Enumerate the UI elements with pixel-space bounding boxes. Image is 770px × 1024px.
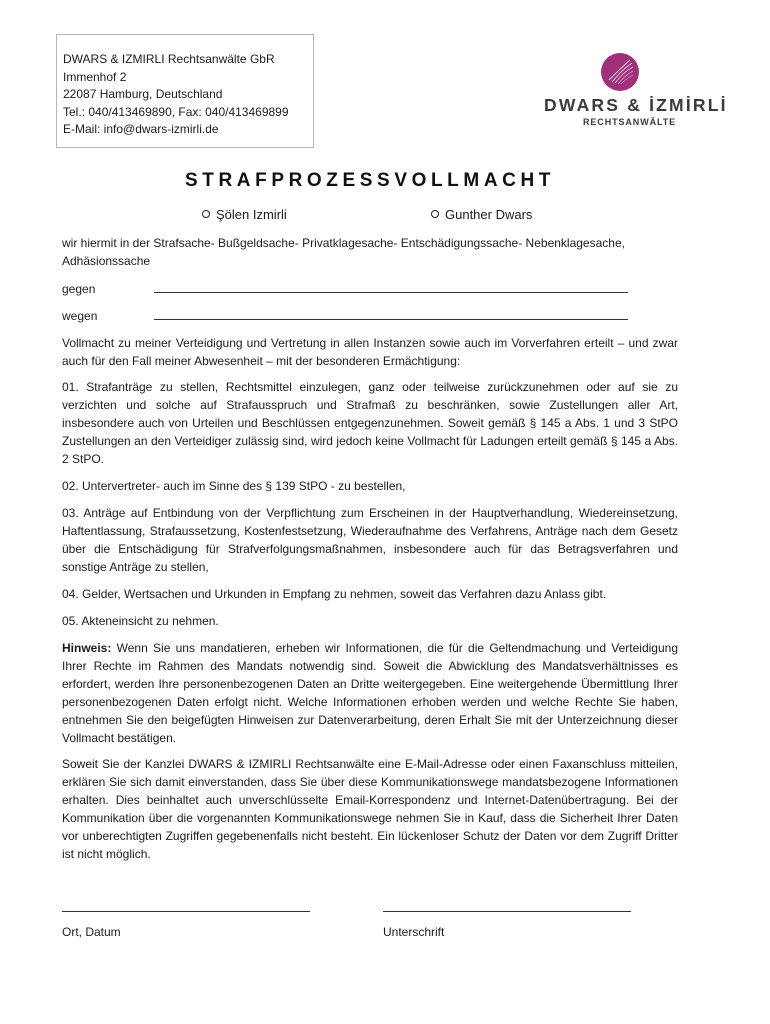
mandate-text: Vollmacht zu meiner Verteidigung und Vertretung in allen Instanzen sowie auch im Vorverfahren erteilt – und zwar auch für den Fall meiner Abwesenheit – mit der besonderen Ermächtigung: — [62, 336, 678, 368]
address-line-email: E-Mail: info@dwars-izmirli.de — [63, 122, 219, 136]
address-line-street: Immenhof 2 — [63, 69, 127, 84]
item-03 — [62, 504, 678, 576]
item-04-text: 04. Gelder, Wertsachen und Urkunden in Empfang zu nehmen, soweit das Verfahren dazu Anlass gibt. — [62, 587, 607, 601]
logo-wordmark: DWARS & İZMİRLİ — [544, 95, 728, 115]
option-dwars[interactable] — [431, 207, 532, 222]
sender-address-box — [56, 34, 314, 148]
option-izmirli[interactable] — [202, 207, 287, 222]
place-date-line[interactable] — [62, 911, 310, 912]
document-title: STRAFPROZESSVOLLMACHT — [185, 170, 555, 191]
item-01 — [62, 378, 678, 468]
address-line-city: 22087 Hamburg, Deutschland — [63, 87, 223, 101]
item-03-text: 03. Anträge auf Entbindung von der Verpflichtung zum Erscheinen in der Hauptverhandlung, Wiedereinsetzung, Haftentlassung, Strafaussetzung, Kostenfestsetzung, Wiederaufnahme des Verfahrens, Anträge nach dem Gesetz über die Entschädigung für Strafverfolgungsmaßnahmen, insbesondere auch für das Betragsverfahren und sonstige Anträge zu stellen, — [62, 506, 678, 574]
signature-line[interactable] — [383, 911, 631, 912]
email-notice — [62, 755, 678, 863]
logo-subtitle: RECHTSANWÄLTE — [583, 117, 677, 127]
gegen-fill-line[interactable] — [154, 292, 628, 293]
privacy-notice — [62, 639, 678, 747]
intro-paragraph — [62, 234, 678, 270]
place-date-label: Ort, Datum — [62, 925, 121, 939]
notice-text: Wenn Sie uns mandatieren, erheben wir Informationen, die für die Geltendmachung und Verteidigung Ihrer Rechte im Rahmen des Mandats notwendig sind. Soweit die Abwicklung des Mandatsverhältnisses es erfordert, werden Ihre personenbezogenen Daten an Dritte weitergegeben. Eine weitergehende Übermittlung Ihrer personenbezogenen Daten erfolgt nicht. Welche Informationen erhoben werden und welche Rechte Sie haben, entnehmen Sie den beigefügten Hinweisen zur Datenverarbeitung, deren Erhalt Sie mit der Unterzeichnung dieser Vollmacht bestätigen. — [62, 641, 678, 745]
email-notice-text: Soweit Sie der Kanzlei DWARS & IZMIRLI Rechtsanwälte eine E-Mail-Adresse oder einen Faxanschluss mitteilen, erklären Sie sich damit einverstanden, dass Sie über diese Kommunikationswege mandatsbezogene Informationen erhalten. Dies beinhaltet auch unverschlüsselte Email-Korrespondenz und Internet-Datenübertragung. Bei der Kommunikation über die vorgenannten Kommunikationswege nehmen Sie in Kauf, dass die Sicherheit Ihrer Daten vor unberechtigten Zugriffen gegebenenfalls nicht besteht. Ein lückenloser Schutz der Daten vor dem Zugriff Dritter ist nicht möglich. — [62, 757, 678, 861]
option-label-dwars: Gunther Dwars — [445, 207, 533, 222]
item-04 — [62, 585, 678, 603]
logo-emblem-icon — [600, 52, 640, 92]
mandate-paragraph — [62, 334, 678, 370]
item-05-text: 05. Akteneinsicht zu nehmen. — [62, 614, 219, 628]
radio-circle-icon[interactable] — [431, 210, 439, 218]
item-05 — [62, 612, 678, 630]
notice-label: Hinweis: — [62, 641, 112, 655]
radio-circle-icon[interactable] — [202, 210, 210, 218]
item-01-text: 01. Strafanträge zu stellen, Rechtsmittel einzulegen, ganz oder teilweise zurückzunehmen oder auf sie zu verzichten und solche auf Strafausspruch und Strafmaß zu beschränken, sowie Zustellungen aller Art, insbesondere auch von Urteilen und Beschlüssen entgegenzunehmen. Soweit gemäß § 145 a Abs. 1 und 3 StPO Zustellungen an den Verteidiger zulässig sind, wird jedoch keine Vollmacht für Ladungen erteilt gemäß § 145 a Abs. 2 StPO. — [62, 380, 678, 466]
item-02 — [62, 477, 678, 495]
address-line-phone: Tel.: 040/413469890, Fax: 040/413469899 — [63, 104, 289, 119]
gegen-label: gegen — [62, 282, 96, 296]
option-label-izmirli: Şölen Izmirli — [216, 207, 287, 222]
wegen-fill-line[interactable] — [154, 319, 628, 320]
wegen-label: wegen — [62, 309, 98, 323]
item-02-text: 02. Untervertreter- auch im Sinne des § 139 StPO - zu bestellen, — [62, 479, 406, 493]
address-line-firm: DWARS & IZMIRLI Rechtsanwälte GbR — [63, 52, 275, 66]
intro-text: wir hiermit in der Strafsache- Bußgeldsache- Privatklagesache- Entschädigungssache- Nebenklagesache, Adhäsionssache — [62, 236, 625, 268]
firm-logo — [538, 46, 728, 132]
signature-label: Unterschrift — [383, 925, 445, 939]
